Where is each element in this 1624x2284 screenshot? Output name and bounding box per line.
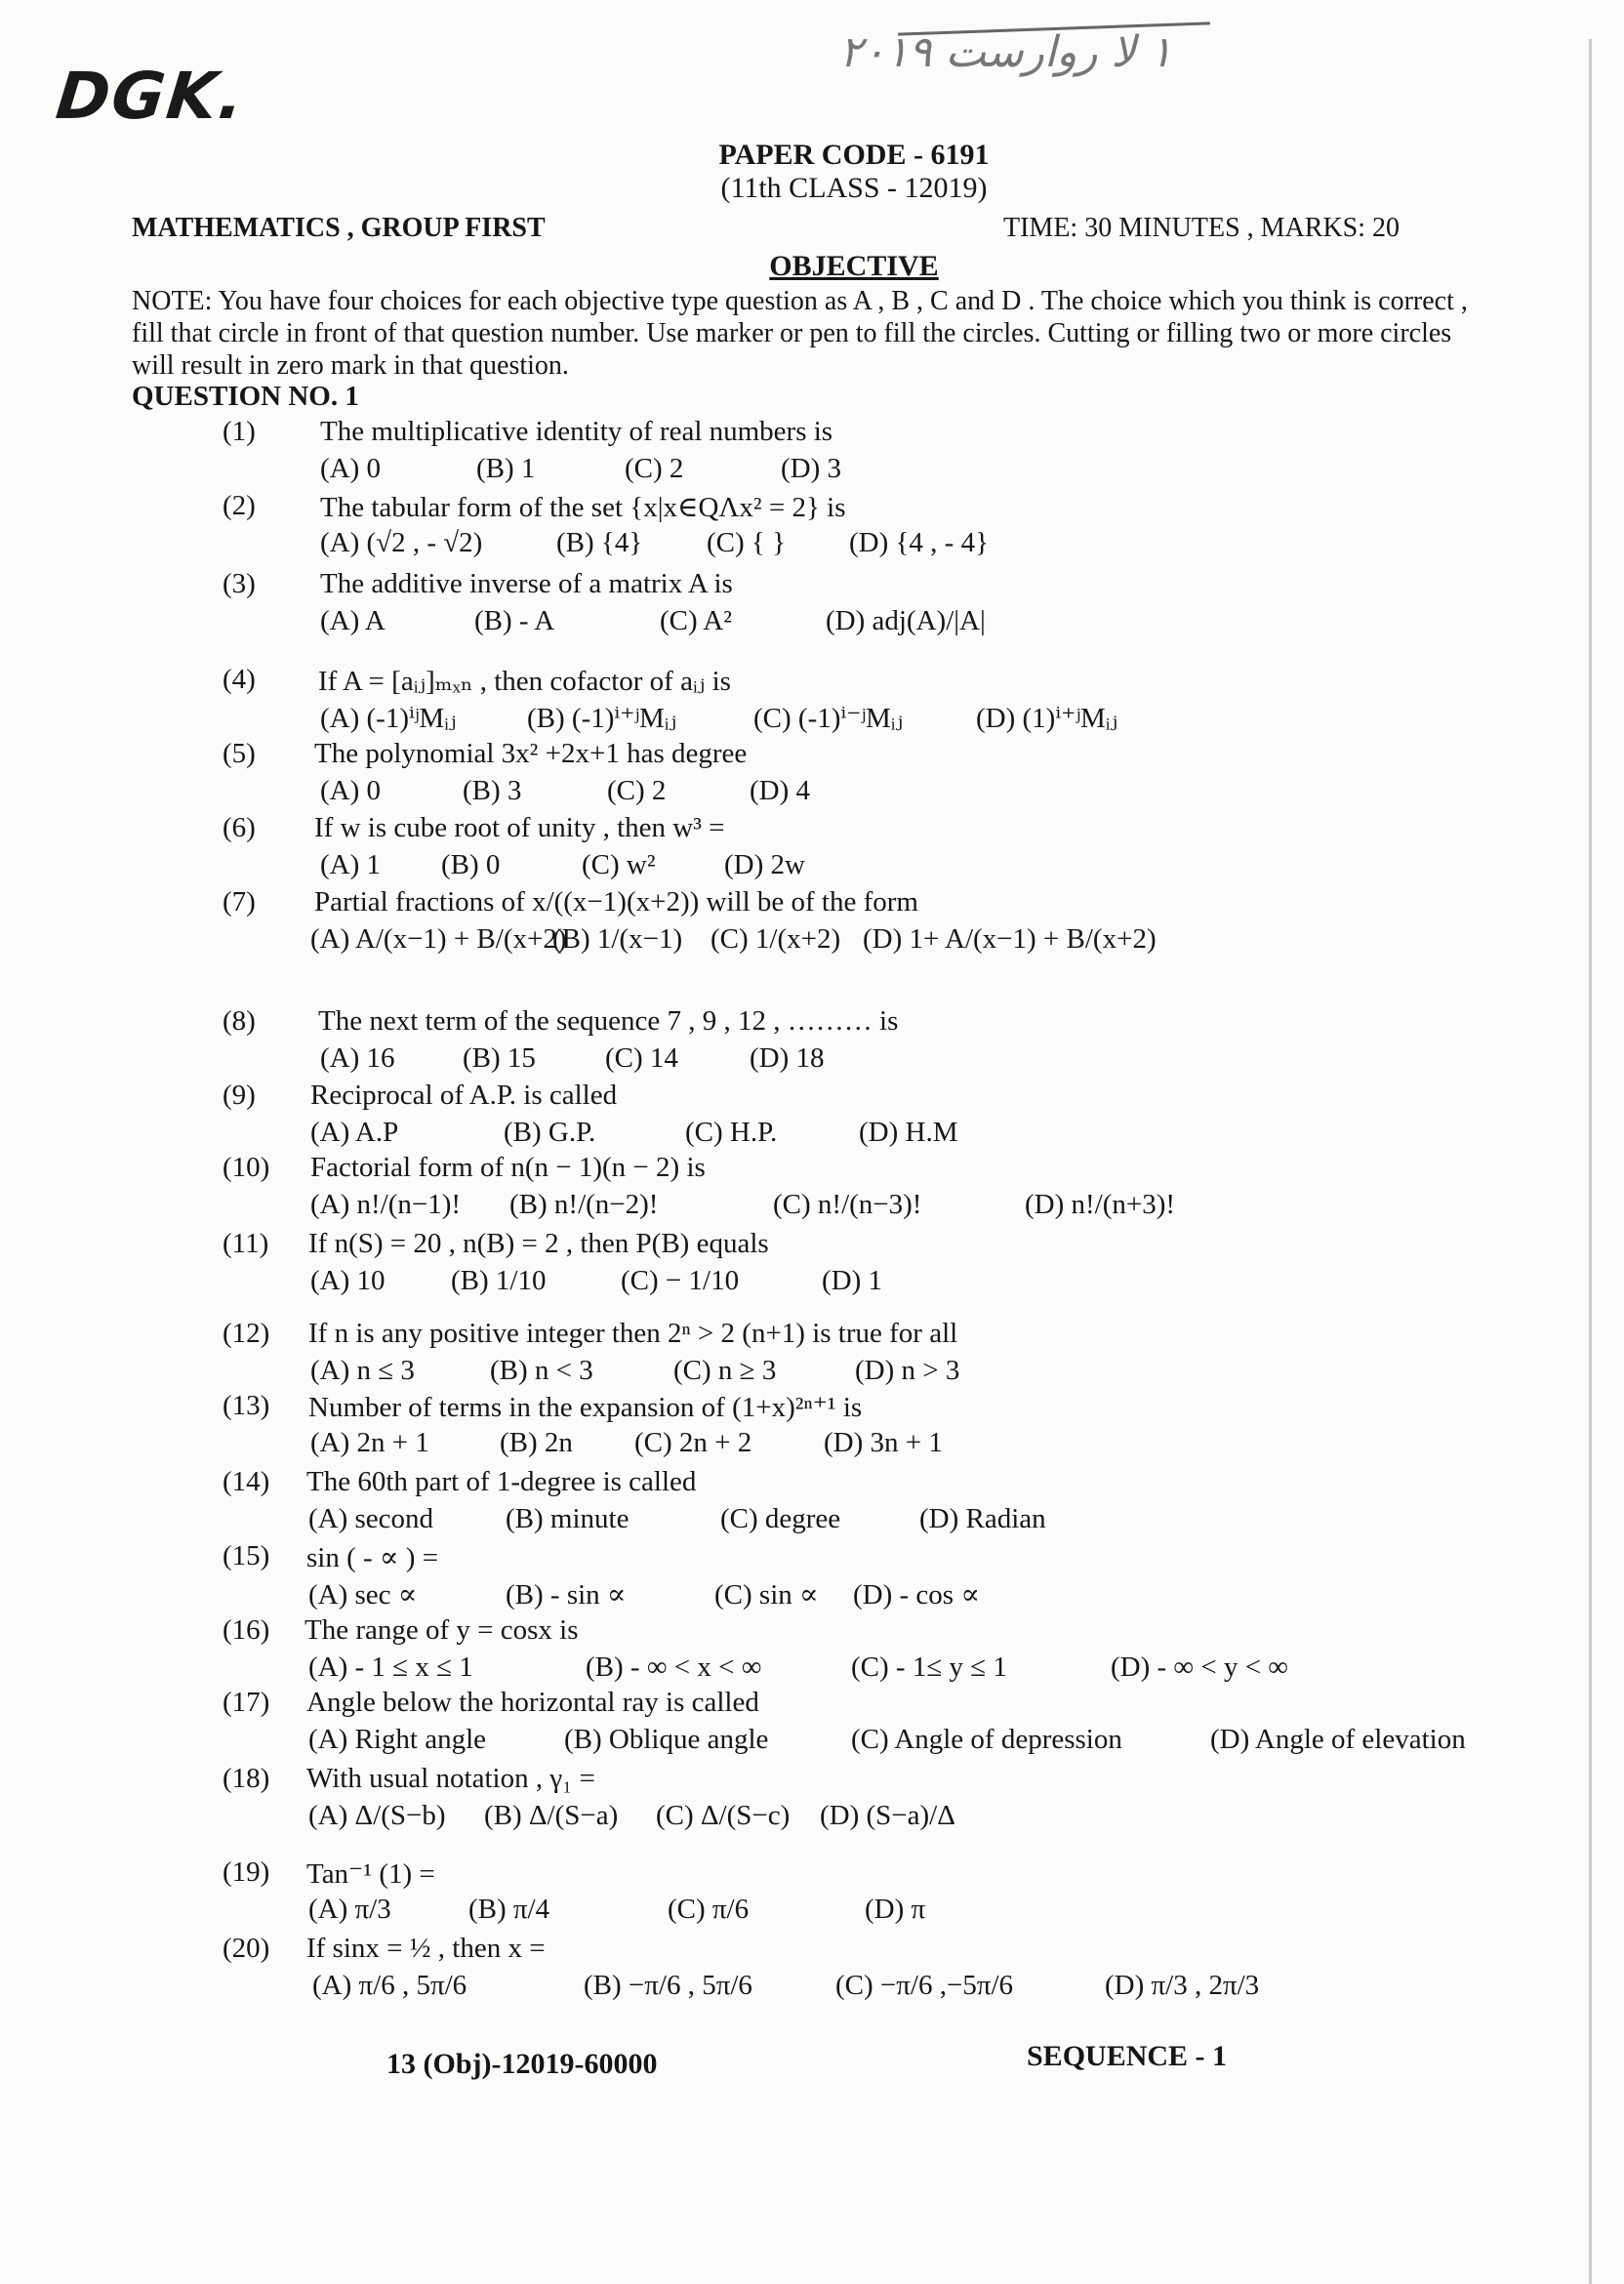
question-number: (5) bbox=[223, 738, 256, 769]
option-c: (C) A² bbox=[660, 605, 732, 636]
option-d: (D) (S−a)/Δ bbox=[820, 1800, 955, 1831]
option-a: (A) 1 bbox=[320, 849, 382, 880]
question-number: (2) bbox=[223, 490, 256, 521]
option-c: (C) degree bbox=[720, 1503, 841, 1534]
option-a: (A) 2n + 1 bbox=[310, 1427, 429, 1458]
option-a: (A) (√2 , - √2) bbox=[320, 527, 483, 558]
dgk-logo: DGK. bbox=[52, 59, 250, 134]
option-b: (B) 1 bbox=[476, 453, 536, 484]
option-b: (B) −π/6 , 5π/6 bbox=[584, 1970, 752, 2001]
option-b: (B) - A bbox=[474, 605, 555, 636]
option-b: (B) 2n bbox=[500, 1427, 573, 1458]
option-a: (A) n!/(n−1)! bbox=[310, 1189, 462, 1220]
section-title: OBJECTIVE bbox=[769, 250, 939, 282]
question-text: Angle below the horizontal ray is called bbox=[306, 1687, 759, 1718]
question-heading: QUESTION NO. 1 bbox=[132, 381, 359, 412]
option-a: (A) π/3 bbox=[308, 1894, 391, 1925]
question-number: (6) bbox=[223, 812, 256, 843]
option-b: (B) {4} bbox=[556, 527, 643, 558]
option-a: (A) Right angle bbox=[308, 1724, 487, 1755]
option-d: (D) - cos ∝ bbox=[853, 1579, 980, 1611]
note-label: NOTE: bbox=[132, 286, 213, 316]
option-d: (D) (1)ⁱ⁺ʲMᵢⱼ bbox=[976, 703, 1118, 734]
question-number: (10) bbox=[223, 1152, 270, 1183]
question-text: The next term of the sequence 7 , 9 , 12 , ……… is bbox=[318, 1005, 899, 1037]
option-a: (A) 0 bbox=[320, 775, 382, 806]
option-d: (D) 3 bbox=[781, 453, 842, 484]
note-text: You have four choices for each objective type question as A , B , C and D . The choice which you think is correct , fill that circle in front of that question number. Use marker or pen to fill the circles. Cutting or filling two or more circles will result in zero mark in that question. bbox=[132, 286, 1468, 381]
question-text: If w is cube root of unity , then w³ = bbox=[314, 812, 725, 843]
option-d: (D) {4 , - 4} bbox=[849, 527, 990, 558]
option-c: (C) 2 bbox=[607, 775, 667, 806]
option-a: (A) (-1)ⁱʲMᵢⱼ bbox=[320, 703, 457, 734]
question-number: (15) bbox=[223, 1540, 270, 1571]
option-a: (A) second bbox=[308, 1503, 434, 1534]
question-number: (3) bbox=[223, 568, 256, 599]
option-b: (B) - sin ∝ bbox=[506, 1579, 627, 1611]
option-d: (D) Angle of elevation bbox=[1210, 1724, 1466, 1755]
footer-sequence: SEQUENCE - 1 bbox=[1027, 2040, 1228, 2072]
question-number: (8) bbox=[223, 1005, 256, 1037]
paper-code: PAPER CODE - 6191 bbox=[718, 139, 990, 171]
option-c: (C) { } bbox=[707, 527, 786, 558]
question-text: If A = [aᵢⱼ]ₘₓₙ , then cofactor of aᵢⱼ is bbox=[318, 666, 731, 697]
option-c: (C) − 1/10 bbox=[621, 1265, 740, 1296]
question-text: Number of terms in the expansion of (1+x)²ⁿ⁺¹ is bbox=[308, 1392, 863, 1423]
option-d: (D) Radian bbox=[919, 1503, 1046, 1534]
option-c: (C) −π/6 ,−5π/6 bbox=[835, 1970, 1014, 2001]
option-a: (A) - 1 ≤ x ≤ 1 bbox=[308, 1652, 473, 1683]
option-d: (D) H.M bbox=[859, 1117, 958, 1148]
question-number: (14) bbox=[223, 1466, 270, 1497]
option-c: (C) 1/(x+2) bbox=[710, 923, 841, 955]
question-number: (1) bbox=[223, 416, 256, 447]
option-a: (A) Δ/(S−b) bbox=[308, 1800, 446, 1831]
question-text: If n(S) = 20 , n(B) = 2 , then P(B) equals bbox=[308, 1228, 769, 1259]
instructions-note bbox=[132, 285, 1479, 382]
option-d: (D) n!/(n+3)! bbox=[1025, 1189, 1176, 1220]
question-text: sin ( - ∝ ) = bbox=[306, 1542, 439, 1573]
option-c: (C) 2n + 2 bbox=[634, 1427, 752, 1458]
question-text: The multiplicative identity of real numbers is bbox=[320, 416, 833, 447]
option-d: (D) n > 3 bbox=[855, 1355, 960, 1386]
question-number: (4) bbox=[223, 664, 256, 695]
option-b: (B) 0 bbox=[441, 849, 501, 880]
question-text: The tabular form of the set {x|x∈QΛx² = 2} is bbox=[320, 492, 846, 523]
option-b: (B) n!/(n−2)! bbox=[509, 1189, 659, 1220]
option-c: (C) 2 bbox=[625, 453, 684, 484]
question-number: (11) bbox=[223, 1228, 269, 1259]
handwritten-note: ١ لا روارست ۲۰۱۹ bbox=[839, 27, 1173, 77]
option-c: (C) 14 bbox=[605, 1042, 678, 1074]
option-a: (A) A bbox=[320, 605, 386, 636]
option-c: (C) Δ/(S−c) bbox=[656, 1800, 791, 1831]
option-c: (C) Angle of depression bbox=[851, 1724, 1122, 1755]
option-a: (A) sec ∝ bbox=[308, 1579, 418, 1611]
option-a: (A) 10 bbox=[310, 1265, 386, 1296]
option-b: (B) n < 3 bbox=[490, 1355, 593, 1386]
time-marks: TIME: 30 MINUTES , MARKS: 20 bbox=[1003, 213, 1401, 243]
question-text: With usual notation , γ₁ = bbox=[306, 1763, 595, 1794]
option-b: (B) - ∞ < x < ∞ bbox=[586, 1652, 762, 1683]
option-c: (C) π/6 bbox=[668, 1894, 750, 1925]
footer-code: 13 (Obj)-12019-60000 bbox=[386, 2048, 658, 2080]
option-a: (A) A/(x−1) + B/(x+2) bbox=[310, 923, 567, 955]
option-a: (A) n ≤ 3 bbox=[310, 1355, 415, 1386]
question-number: (18) bbox=[223, 1763, 270, 1794]
question-number: (16) bbox=[223, 1614, 270, 1646]
option-b: (B) Oblique angle bbox=[564, 1724, 769, 1755]
question-number: (9) bbox=[223, 1080, 256, 1111]
option-c: (C) H.P. bbox=[685, 1117, 778, 1148]
option-b: (B) 1/(x−1) bbox=[552, 923, 683, 955]
option-b: (B) 1/10 bbox=[451, 1265, 547, 1296]
option-b: (B) (-1)ⁱ⁺ʲMᵢⱼ bbox=[527, 703, 677, 734]
option-d: (D) adj(A)/|A| bbox=[826, 605, 986, 636]
option-c: (C) n ≥ 3 bbox=[673, 1355, 777, 1386]
option-d: (D) 2w bbox=[724, 849, 805, 880]
question-text: The additive inverse of a matrix A is bbox=[320, 568, 733, 599]
scan-edge bbox=[1589, 39, 1611, 2284]
option-d: (D) 1 bbox=[822, 1265, 883, 1296]
option-c: (C) w² bbox=[582, 849, 656, 880]
question-text: Tan⁻¹ (1) = bbox=[306, 1858, 435, 1890]
option-c: (C) sin ∝ bbox=[714, 1579, 819, 1611]
question-text: Partial fractions of x/((x−1)(x+2)) will be of the form bbox=[314, 886, 918, 918]
option-b: (B) 3 bbox=[463, 775, 522, 806]
option-a: (A) 16 bbox=[320, 1042, 395, 1074]
option-b: (B) G.P. bbox=[504, 1117, 596, 1148]
option-c: (C) - 1≤ y ≤ 1 bbox=[851, 1652, 1007, 1683]
option-a: (A) A.P bbox=[310, 1117, 399, 1148]
question-number: (17) bbox=[223, 1687, 270, 1718]
question-text: Factorial form of n(n − 1)(n − 2) is bbox=[310, 1152, 706, 1183]
question-number: (20) bbox=[223, 1933, 270, 1964]
question-text: The range of y = cosx is bbox=[304, 1614, 579, 1646]
option-a: (A) 0 bbox=[320, 453, 382, 484]
subject-heading: MATHEMATICS , GROUP FIRST bbox=[132, 213, 546, 243]
question-text: If n is any positive integer then 2ⁿ > 2 (n+1) is true for all bbox=[308, 1318, 958, 1349]
option-a: (A) π/6 , 5π/6 bbox=[312, 1970, 467, 2001]
option-d: (D) 4 bbox=[750, 775, 811, 806]
question-number: (7) bbox=[223, 886, 256, 918]
option-d: (D) π bbox=[865, 1894, 926, 1925]
question-text: The 60th part of 1-degree is called bbox=[306, 1466, 697, 1497]
question-number: (12) bbox=[223, 1318, 270, 1349]
question-number: (13) bbox=[223, 1390, 270, 1421]
option-b: (B) minute bbox=[506, 1503, 629, 1534]
option-d: (D) 1+ A/(x−1) + B/(x+2) bbox=[863, 923, 1157, 955]
option-b: (B) 15 bbox=[463, 1042, 536, 1074]
option-b: (B) π/4 bbox=[468, 1894, 550, 1925]
question-number: (19) bbox=[223, 1856, 270, 1888]
option-d: (D) - ∞ < y < ∞ bbox=[1111, 1652, 1288, 1683]
question-text: Reciprocal of A.P. is called bbox=[310, 1080, 618, 1111]
option-c: (C) n!/(n−3)! bbox=[773, 1189, 922, 1220]
question-text: If sinx = ½ , then x = bbox=[306, 1933, 546, 1964]
option-d: (D) π/3 , 2π/3 bbox=[1105, 1970, 1260, 2001]
option-d: (D) 3n + 1 bbox=[824, 1427, 943, 1458]
question-text: The polynomial 3x² +2x+1 has degree bbox=[314, 738, 748, 769]
option-d: (D) 18 bbox=[750, 1042, 825, 1074]
option-b: (B) Δ/(S−a) bbox=[484, 1800, 619, 1831]
class-line: (11th CLASS - 12019) bbox=[720, 172, 988, 204]
option-c: (C) (-1)ⁱ⁻ʲMᵢⱼ bbox=[753, 703, 904, 734]
